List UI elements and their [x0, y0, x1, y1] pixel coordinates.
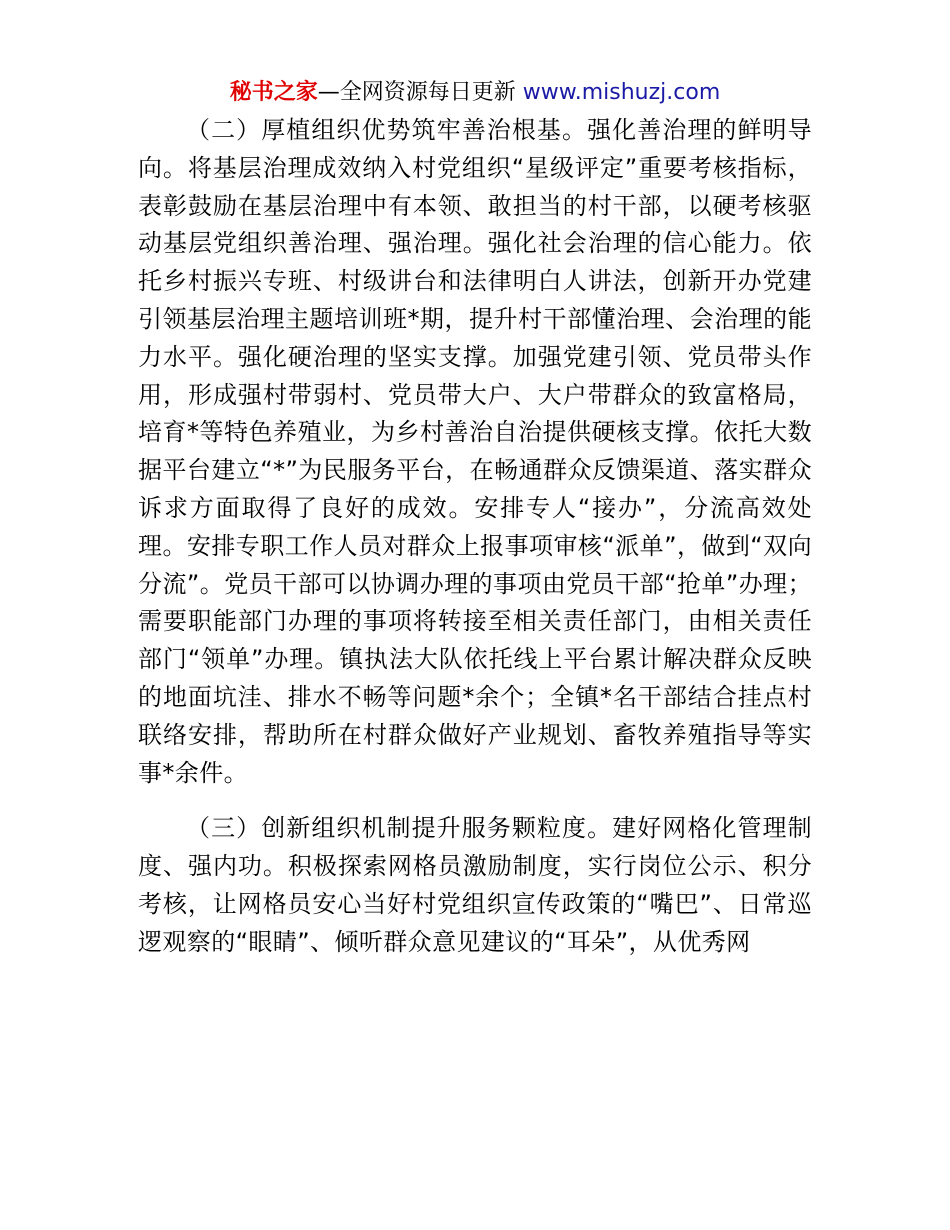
site-tagline: —全网资源每日更新	[317, 80, 523, 105]
paragraph-section-2: （二）厚植组织优势筑牢善治根基。强化善治理的鲜明导向。将基层治理成效纳入村党组织“星级评定”重要考核指标，表彰鼓励在基层治理中有本领、敢担当的村干部，以硬考核驱动基层党组织善治理、强治理。强化社会治理的信心能力。依托乡村振兴专班、村级讲台和法律明白人讲法，创新开办党建引领基层治理主题培训班*期，提升村干部懂治理、会治理的能力水平。强化硬治理的坚实支撑。加强党建引领、党员带头作用，形成强村带弱村、党员带大户、大户带群众的致富格局，培育*等特色养殖业，为乡村善治自治提供硬核支撑。依托大数据平台建立“*”为民服务平台，在畅通群众反馈渠道、落实群众诉求方面取得了良好的成效。安排专人“接办”，分流高效处理。安排专职工作人员对群众上报事项审核“派单”，做到“双向分流”。党员干部可以协调办理的事项由党员干部“抢单”办理；需要职能部门办理的事项将转接至相关责任部门，由相关责任部门“领单”办理。镇执法大队依托线上平台累计解决群众反映的地面坑洼、排水不畅等问题*余个；全镇*名干部结合挂点村联络安排，帮助所在村群众做好产业规划、畜牧养殖指导等实事*余件。	[138, 116, 812, 787]
site-brand: 秘书之家	[229, 80, 318, 105]
site-url: www.mishuzj.com	[522, 80, 721, 105]
page-header	[0, 78, 950, 108]
paragraph-section-3: （三）创新组织机制提升服务颗粒度。建好网格化管理制度、强内功。积极探索网格员激励制度，实行岗位公示、积分考核，让网格员安心当好村党组织宣传政策的“嘴巴”、日常巡逻观察的“眼睛”、倾听群众意见建议的“耳朵”，从优秀网	[138, 814, 812, 956]
document-body	[138, 112, 812, 962]
